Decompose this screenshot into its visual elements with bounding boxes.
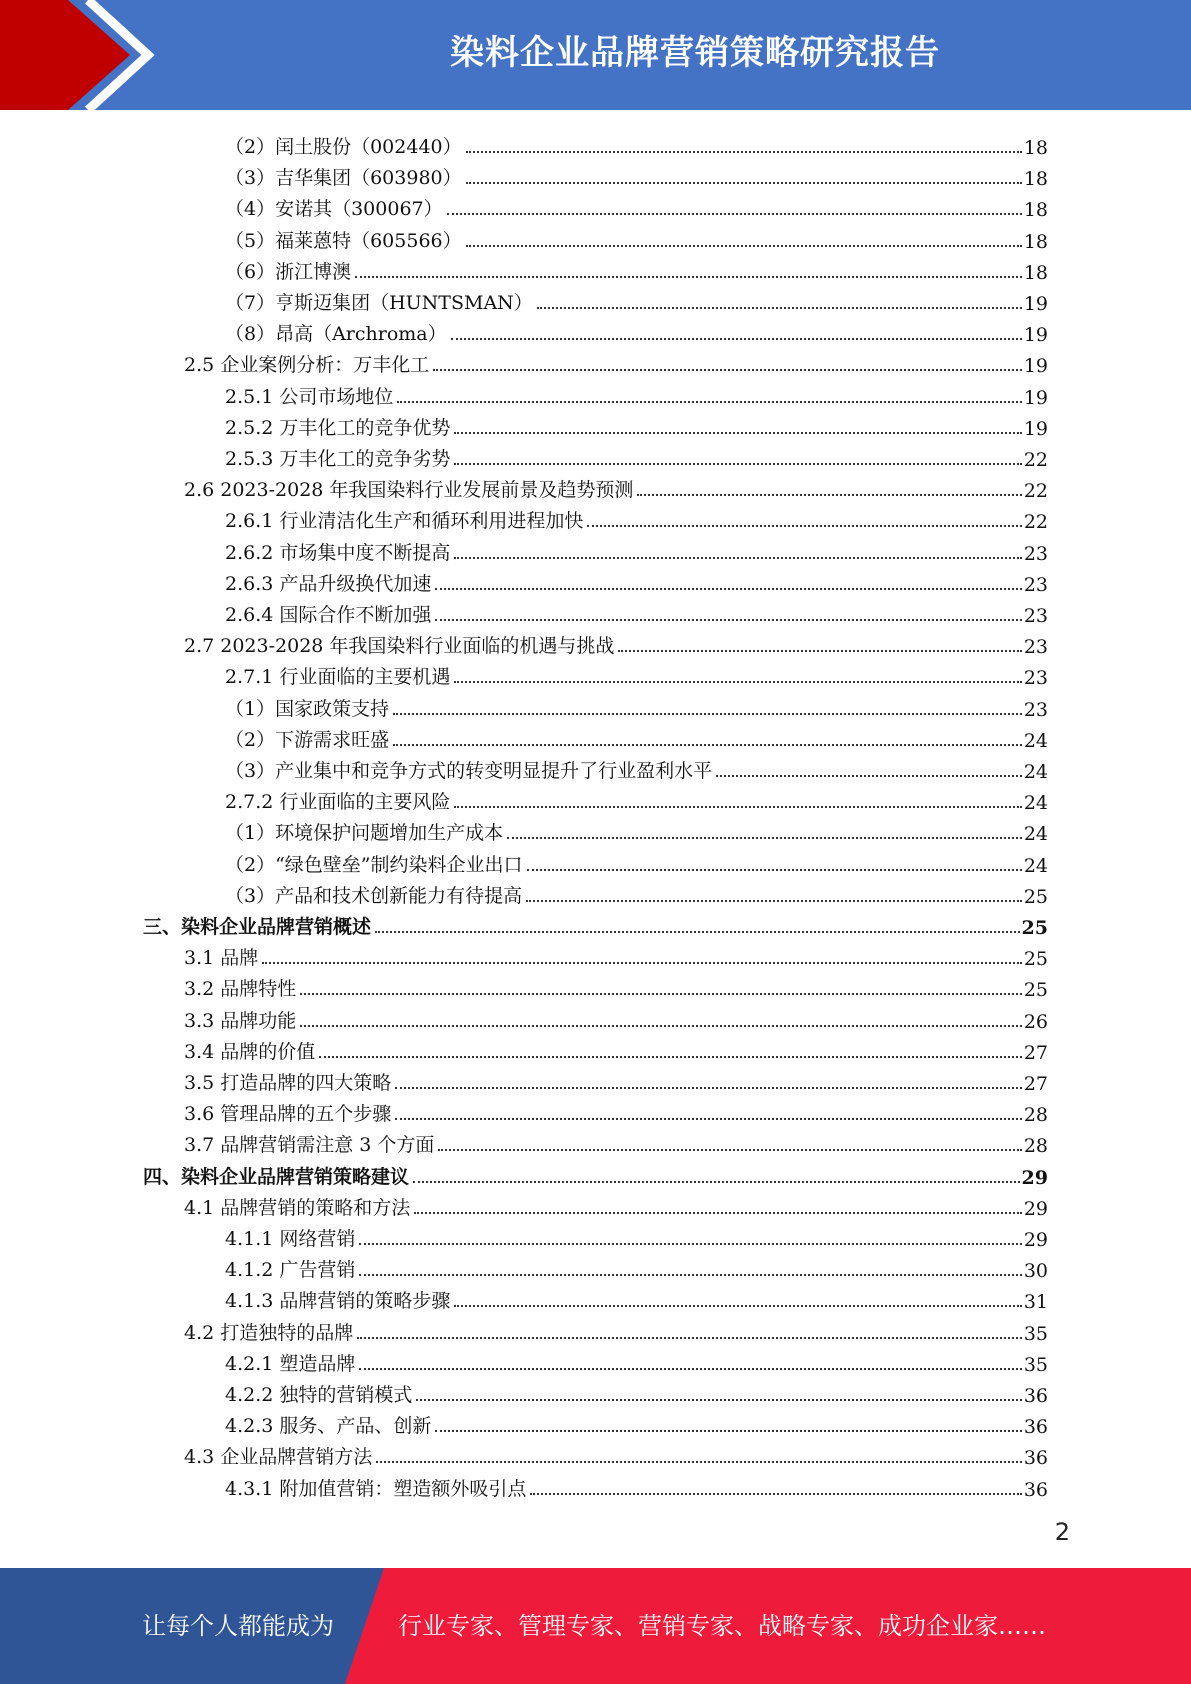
toc-entry-page: 27 xyxy=(1023,1073,1048,1095)
toc-entry-label: 4.2.2 独特的营销模式 xyxy=(225,1384,413,1406)
toc-leader-dots xyxy=(359,1368,1021,1370)
toc-entry-page: 19 xyxy=(1023,355,1048,377)
toc-entry-label: 3.5 打造品牌的四大策略 xyxy=(184,1072,392,1094)
toc-leader-dots xyxy=(435,1430,1021,1432)
toc-leader-dots xyxy=(454,557,1021,559)
toc-entry[interactable] xyxy=(184,1189,1048,1220)
toc-entry[interactable] xyxy=(225,721,1048,752)
toc-leader-dots xyxy=(359,1274,1021,1276)
toc-entry-label: 2.6.3 产品升级换代加速 xyxy=(225,573,432,595)
toc-entry-label: 2.5.3 万丰化工的竞争劣势 xyxy=(225,448,451,470)
toc-leader-dots xyxy=(451,338,1022,340)
toc-entry[interactable] xyxy=(225,565,1048,596)
toc-entry[interactable] xyxy=(225,1470,1048,1501)
toc-entry[interactable] xyxy=(184,1064,1048,1095)
toc-entry-label: 2.5 企业案例分析：万丰化工 xyxy=(184,354,430,376)
toc-leader-dots xyxy=(587,525,1021,527)
toc-entry[interactable] xyxy=(225,534,1048,565)
toc-entry[interactable] xyxy=(225,253,1048,284)
toc-entry[interactable] xyxy=(184,970,1048,1001)
toc-entry-label: 2.7 2023-2028 年我国染料行业面临的机遇与挑战 xyxy=(184,635,615,657)
toc-entry[interactable] xyxy=(225,1220,1048,1251)
toc-leader-dots xyxy=(537,307,1022,309)
toc-entry[interactable] xyxy=(225,190,1048,221)
toc-leader-dots xyxy=(397,401,1021,403)
toc-entry[interactable] xyxy=(225,596,1048,627)
toc-entry-label: 3.4 品牌的价值 xyxy=(184,1041,316,1063)
toc-entry-page: 25 xyxy=(1023,948,1048,970)
toc-leader-dots xyxy=(527,869,1022,871)
toc-entry-label: 4.3.1 附加值营销：塑造额外吸引点 xyxy=(225,1478,527,1500)
toc-entry-label: （8）昂高（Archroma） xyxy=(225,323,447,345)
toc-entry-label: 2.7.1 行业面临的主要机遇 xyxy=(225,666,451,688)
toc-entry-page: 23 xyxy=(1023,667,1048,689)
toc-entry-page: 31 xyxy=(1023,1291,1048,1313)
toc-entry[interactable] xyxy=(143,908,1048,939)
toc-entry-label: 3.6 管理品牌的五个步骤 xyxy=(184,1103,392,1125)
toc-entry-label: 4.2 打造独特的品牌 xyxy=(184,1322,354,1344)
toc-entry[interactable] xyxy=(225,1345,1048,1376)
toc-leader-dots xyxy=(454,1305,1021,1307)
toc-leader-dots xyxy=(355,276,1022,278)
toc-entry-page: 19 xyxy=(1023,293,1048,315)
toc-entry[interactable] xyxy=(184,1033,1048,1064)
toc-leader-dots xyxy=(447,213,1022,215)
toc-leader-dots xyxy=(438,1149,1021,1151)
toc-entry-page: 23 xyxy=(1023,543,1048,565)
toc-entry-page: 28 xyxy=(1023,1104,1048,1126)
toc-entry-label: （2）闰土股份（002440） xyxy=(225,136,462,158)
toc-entry-label: 4.1.2 广告营销 xyxy=(225,1259,356,1281)
toc-leader-dots xyxy=(300,1025,1022,1027)
toc-entry[interactable] xyxy=(184,1095,1048,1126)
toc-entry-label: 三、染料企业品牌营销概述 xyxy=(143,916,372,938)
page-header xyxy=(0,0,1191,110)
toc-entry-label: 3.2 品牌特性 xyxy=(184,978,297,1000)
toc-entry-page: 36 xyxy=(1023,1447,1048,1469)
page-number: 2 xyxy=(1054,1518,1070,1546)
toc-entry[interactable] xyxy=(225,658,1048,689)
toc-leader-dots xyxy=(466,245,1022,247)
toc-entry-page: 29 xyxy=(1023,1229,1048,1251)
toc-leader-dots xyxy=(454,463,1021,465)
page-footer xyxy=(0,1568,1191,1684)
toc-entry-label: （1）国家政策支持 xyxy=(225,698,390,720)
toc-entry[interactable] xyxy=(225,315,1048,346)
toc-leader-dots xyxy=(435,588,1021,590)
toc-entry-label: （5）福莱蒽特（605566） xyxy=(225,230,462,252)
toc-entry[interactable] xyxy=(225,378,1048,409)
toc-entry-label: （7）亨斯迈集团（HUNTSMAN） xyxy=(225,292,533,314)
toc-leader-dots xyxy=(375,931,1020,933)
toc-entry-label: 4.1.3 品牌营销的策略步骤 xyxy=(225,1290,451,1312)
toc-entry-page: 35 xyxy=(1023,1323,1048,1345)
toc-entry[interactable] xyxy=(225,783,1048,814)
toc-entry-page: 18 xyxy=(1023,168,1048,190)
toc-entry-label: 2.6.2 市场集中度不断提高 xyxy=(225,542,451,564)
footer-slogan-left: 让每个人都能成为 xyxy=(142,1612,334,1640)
toc-leader-dots xyxy=(357,1337,1022,1339)
toc-entry-page: 29 xyxy=(1021,1167,1048,1189)
toc-entry[interactable] xyxy=(225,877,1048,908)
toc-entry-page: 25 xyxy=(1023,886,1048,908)
toc-entry-page: 36 xyxy=(1023,1416,1048,1438)
toc-entry[interactable] xyxy=(184,1314,1048,1345)
toc-entry-page: 36 xyxy=(1023,1385,1048,1407)
toc-entry-label: （1）环境保护问题增加生产成本 xyxy=(225,822,504,844)
toc-entry-page: 24 xyxy=(1023,792,1048,814)
toc-leader-dots xyxy=(413,1181,1020,1183)
toc-entry[interactable] xyxy=(184,471,1048,502)
toc-leader-dots xyxy=(319,1056,1022,1058)
document-title: 染料企业品牌营销策略研究报告 xyxy=(450,33,940,73)
toc-entry-label: 4.2.3 服务、产品、创新 xyxy=(225,1415,432,1437)
toc-leader-dots xyxy=(526,900,1022,902)
toc-leader-dots xyxy=(454,806,1021,808)
toc-leader-dots xyxy=(393,744,1022,746)
toc-entry-label: 2.6 2023-2028 年我国染料行业发展前景及趋势预测 xyxy=(184,479,634,501)
toc-entry-label: 4.1.1 网络营销 xyxy=(225,1228,356,1250)
toc-entry-page: 24 xyxy=(1023,823,1048,845)
toc-entry-page: 19 xyxy=(1023,387,1048,409)
toc-entry[interactable] xyxy=(225,752,1048,783)
toc-entry-label: 2.6.1 行业清洁化生产和循环利用进程加快 xyxy=(225,510,584,532)
toc-leader-dots xyxy=(414,1212,1022,1214)
toc-entry[interactable] xyxy=(184,939,1048,970)
toc-entry[interactable] xyxy=(225,846,1048,877)
toc-entry-page: 36 xyxy=(1023,1479,1048,1501)
toc-entry-page: 22 xyxy=(1023,480,1048,502)
toc-entry[interactable] xyxy=(225,222,1048,253)
toc-leader-dots xyxy=(416,1399,1021,1401)
toc-leader-dots xyxy=(300,993,1022,995)
toc-entry-page: 19 xyxy=(1023,418,1048,440)
toc-entry-page: 29 xyxy=(1023,1198,1048,1220)
toc-entry[interactable] xyxy=(225,440,1048,471)
toc-entry-page: 18 xyxy=(1023,262,1048,284)
toc-entry-page: 22 xyxy=(1023,449,1048,471)
toc-entry[interactable] xyxy=(225,159,1048,190)
toc-entry-page: 28 xyxy=(1023,1135,1048,1157)
toc-entry-page: 23 xyxy=(1023,574,1048,596)
toc-entry[interactable] xyxy=(225,1251,1048,1282)
toc-entry-label: 2.6.4 国际合作不断加强 xyxy=(225,604,432,626)
toc-leader-dots xyxy=(262,962,1022,964)
toc-entry-page: 35 xyxy=(1023,1354,1048,1376)
toc-entry[interactable] xyxy=(143,1158,1048,1189)
toc-leader-dots xyxy=(435,619,1021,621)
toc-entry-label: 2.7.2 行业面临的主要风险 xyxy=(225,791,451,813)
toc-leader-dots xyxy=(395,1118,1022,1120)
toc-entry[interactable] xyxy=(225,690,1048,721)
toc-entry-page: 18 xyxy=(1023,199,1048,221)
footer-slogan-right: 行业专家、管理专家、营销专家、战略专家、成功企业家…… xyxy=(398,1612,1046,1640)
toc-entry[interactable] xyxy=(225,502,1048,533)
toc-entry[interactable] xyxy=(184,1438,1048,1469)
toc-entry-label: （3）吉华集团（603980） xyxy=(225,167,462,189)
toc-entry-label: 4.2.1 塑造品牌 xyxy=(225,1353,356,1375)
toc-entry-label: （3）产业集中和竞争方式的转变明显提升了行业盈利水平 xyxy=(225,760,713,782)
toc-entry-page: 27 xyxy=(1023,1042,1048,1064)
toc-leader-dots xyxy=(359,1243,1021,1245)
toc-entry-page: 23 xyxy=(1023,699,1048,721)
toc-leader-dots xyxy=(466,182,1022,184)
toc-entry-page: 30 xyxy=(1023,1260,1048,1282)
toc-entry-label: （4）安诺其（300067） xyxy=(225,198,443,220)
toc-leader-dots xyxy=(395,1087,1022,1089)
toc-entry-page: 18 xyxy=(1023,231,1048,253)
toc-entry-page: 19 xyxy=(1023,324,1048,346)
toc-entry-label: 四、染料企业品牌营销策略建议 xyxy=(143,1166,410,1188)
toc-entry-label: 3.1 品牌 xyxy=(184,947,259,969)
toc-entry[interactable] xyxy=(184,346,1048,377)
toc-entry-page: 22 xyxy=(1023,511,1048,533)
toc-entry[interactable] xyxy=(225,284,1048,315)
toc-entry[interactable] xyxy=(225,409,1048,440)
toc-leader-dots xyxy=(376,1461,1022,1463)
toc-entry-page: 23 xyxy=(1023,636,1048,658)
toc-entry-label: 3.7 品牌营销需注意 3 个方面 xyxy=(184,1134,435,1156)
toc-entry-page: 26 xyxy=(1023,1011,1048,1033)
toc-entry-label: 4.3 企业品牌营销方法 xyxy=(184,1446,373,1468)
toc-entry-page: 18 xyxy=(1023,137,1048,159)
toc-leader-dots xyxy=(507,837,1022,839)
toc-leader-dots xyxy=(393,713,1022,715)
toc-leader-dots xyxy=(466,151,1022,153)
toc-leader-dots xyxy=(637,494,1021,496)
toc-entry-page: 25 xyxy=(1021,917,1048,939)
toc-leader-dots xyxy=(454,432,1021,434)
toc-leader-dots xyxy=(433,369,1022,371)
toc-entry-page: 24 xyxy=(1023,855,1048,877)
toc-entry-label: （2）“绿色壁垒”制约染料企业出口 xyxy=(225,854,523,876)
toc-entry-label: （2）下游需求旺盛 xyxy=(225,729,390,751)
toc-entry[interactable] xyxy=(184,1126,1048,1157)
toc-leader-dots xyxy=(716,775,1022,777)
toc-entry-label: 4.1 品牌营销的策略和方法 xyxy=(184,1197,411,1219)
toc-entry-label: 3.3 品牌功能 xyxy=(184,1010,297,1032)
toc-entry-label: 2.5.1 公司市场地位 xyxy=(225,386,394,408)
toc-entry-page: 24 xyxy=(1023,761,1048,783)
toc-entry[interactable] xyxy=(225,1376,1048,1407)
toc-entry[interactable] xyxy=(225,128,1048,159)
toc-entry[interactable] xyxy=(184,627,1048,658)
toc-entry-label: 2.5.2 万丰化工的竞争优势 xyxy=(225,417,451,439)
toc-leader-dots xyxy=(530,1493,1021,1495)
toc-entry-label: （6）浙江博澳 xyxy=(225,261,352,283)
toc-entry[interactable] xyxy=(225,1282,1048,1313)
toc-entry-page: 25 xyxy=(1023,979,1048,1001)
chevron-decoration xyxy=(0,0,160,110)
toc-leader-dots xyxy=(454,681,1021,683)
toc-entry-page: 24 xyxy=(1023,730,1048,752)
toc-entry[interactable] xyxy=(184,1002,1048,1033)
toc-entry-label: （3）产品和技术创新能力有待提高 xyxy=(225,885,523,907)
toc-entry-page: 23 xyxy=(1023,605,1048,627)
toc-entry[interactable] xyxy=(225,814,1048,845)
toc-entry[interactable] xyxy=(225,1407,1048,1438)
toc-leader-dots xyxy=(618,650,1021,652)
